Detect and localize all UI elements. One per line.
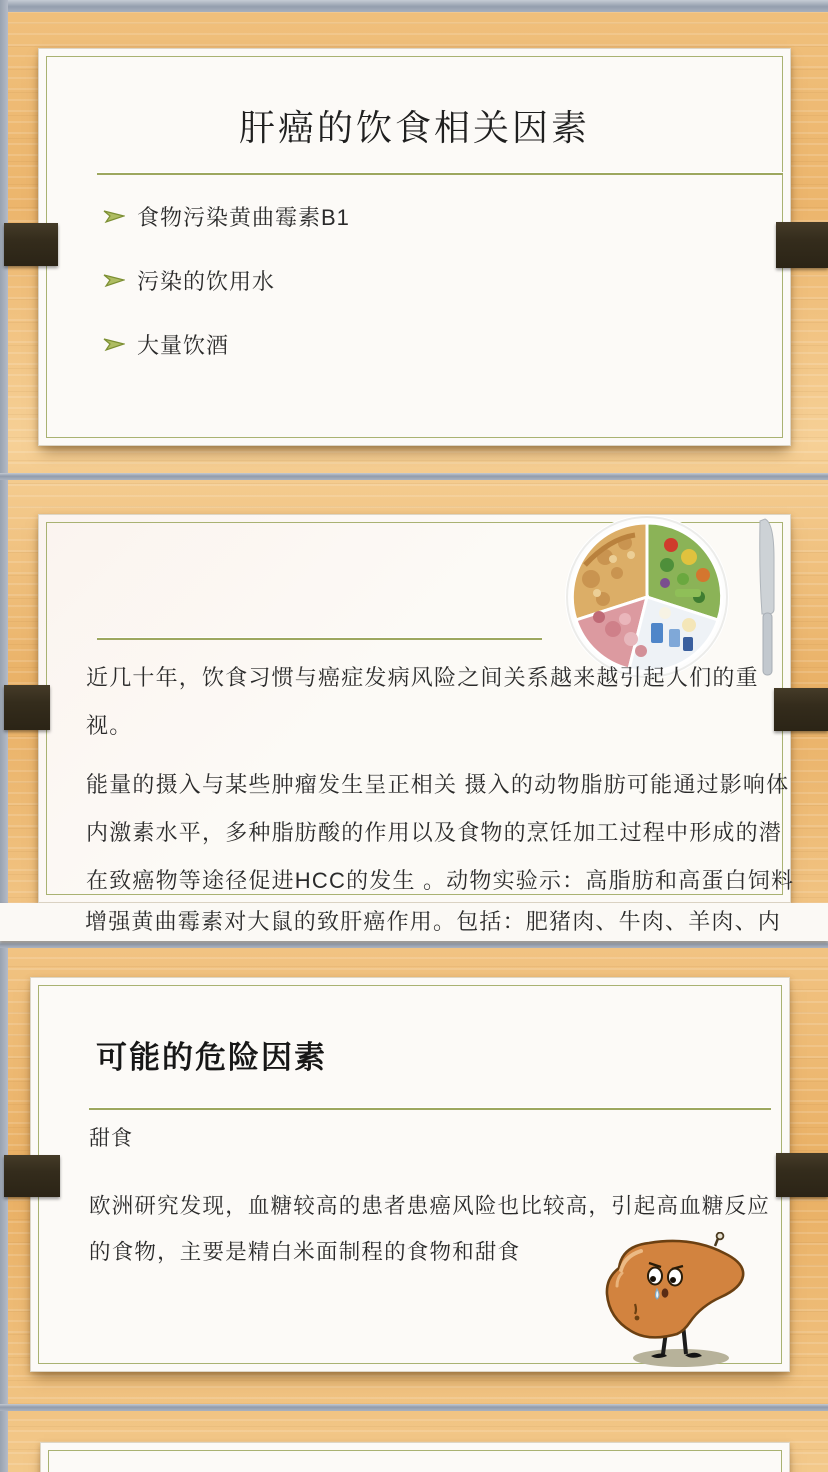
slide-separator [0, 941, 828, 948]
mount-clip-icon [4, 685, 50, 730]
mount-clip-icon [776, 222, 828, 268]
list-item [103, 265, 275, 295]
knife-icon [760, 519, 774, 675]
arrow-bullet-icon [103, 272, 125, 288]
paragraph [86, 761, 794, 905]
slide-card-next-partial[interactable] [40, 1442, 790, 1472]
arrow-bullet-icon [103, 208, 125, 224]
card-inner-border [48, 1450, 782, 1472]
bullet-label: 污染的饮用水 [137, 268, 276, 294]
sad-liver-cartoon-image [591, 1232, 771, 1372]
text-line: 增强黄曲霉素对大鼠的致肝癌作用。包括：肥猪肉、牛肉、羊肉、内 [85, 909, 782, 934]
text-line: 的食物，主要是精白米面制程的食物和甜食 [89, 1240, 521, 1264]
text-line: 欧洲研究发现，血糖较高的患者患癌风险也比较高，引起高血糖反应 [89, 1194, 771, 1218]
text-line: 视。 [86, 713, 133, 738]
list-item [103, 201, 350, 231]
bullet-label: 大量饮酒 [137, 332, 230, 358]
mount-clip-icon [4, 223, 58, 266]
arrow-bullet-icon [103, 336, 125, 352]
top-gray-strip [0, 0, 828, 12]
slide3-subheading: 甜食 [89, 1127, 133, 1150]
mount-clip-icon [4, 1155, 60, 1197]
overflow-text-band [0, 903, 828, 941]
title-underline [89, 1108, 771, 1110]
slide-card-possible-risks[interactable] [30, 977, 790, 1372]
text-line: 近几十年，饮食习惯与癌症发病风险之间关系越来越引起人们的重 [86, 665, 759, 690]
left-gray-strip [0, 0, 8, 1472]
slide3-title: 可能的危险因素 [96, 1040, 327, 1075]
bullet-label: 食物污染黄曲霉素B1 [137, 204, 350, 230]
paragraph [86, 654, 759, 750]
slide-separator [0, 1404, 828, 1411]
title-underline [97, 638, 542, 640]
slide-card-diet-factors[interactable] [38, 48, 791, 446]
list-item [103, 329, 229, 359]
slide1-title: 肝癌的饮食相关因素 [238, 107, 590, 148]
slide-card-diet-habits[interactable] [38, 514, 795, 903]
text-line: 在致癌物等途径促进HCC的发生 。动物实验示：高脂肪和高蛋白饲料 [86, 868, 795, 893]
text-line: 内激素水平，多种脂肪酸的作用以及食物的烹饪加工过程中形成的潜 [86, 820, 783, 845]
mount-clip-icon [774, 688, 828, 731]
title-underline [97, 173, 783, 175]
text-line: 能量的摄入与某些肿瘤发生呈正相关 摄入的动物脂肪可能通过影响体 [86, 772, 790, 797]
mount-clip-icon [776, 1153, 828, 1197]
slide-separator [0, 473, 828, 480]
